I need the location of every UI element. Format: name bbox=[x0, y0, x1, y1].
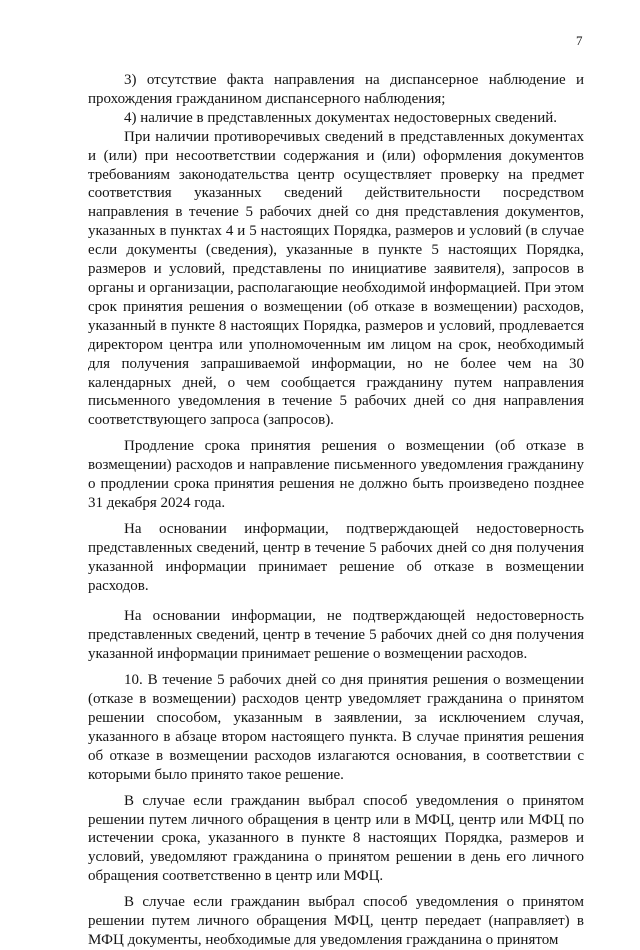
paragraph-refusal-basis: На основании информации, подтверждающей недостоверность представленных сведений, центр в течение 5 рабочих дней со дня получения указанной информации принимает решение об отказе в возмещении расходов. bbox=[88, 520, 584, 594]
page-number: 7 bbox=[576, 33, 583, 48]
paragraph-extension-deadline: Продление срока принятия решения о возмещении (об отказе в возмещении) расходов и направление письменного уведомления гражданину о продлении срока принятия решения не должно быть произведено позднее 31 декабря 2024 года. bbox=[88, 438, 584, 511]
paragraph-mfc-notice: В случае если гражданин выбрал способ уведомления о принятом решении путем личного обращения МФЦ, центр передает (направляет) в МФЦ документы, необходимые для уведомления гражданина о принятом bbox=[88, 894, 584, 948]
paragraph-verification: При наличии противоречивых сведений в представленных документах и (или) при несоответствии содержания и (или) оформления документов требованиям законодательства центр осуществляет проверку на предмет соответствия указанных сведений действительности посредством направления в течение 5 рабочих дней со дня представления документов, указанных в пунктах 4 и 5 настоящих Порядка, размеров и условий (в случае если документы (сведения), указанные в пункте 5 настоящих Порядка, размеров и условий, представлены по инициативе заявителя), запросов в органы и организации, располагающие необходимой информацией. При этом срок принятия решения о возмещении (об отказе в возмещении) расходов, указанный в пункте 8 настоящих Порядка, размеров и условий, продлевается директором центра или уполномоченным им лицом на срок, необходимый для получения запрашиваемой информации, но не более чем на 30 календарных дней, о чем сообщается гражданину путем направления письменного уведомления в течение 5 рабочих дней со дня направления соответствующего запроса (запросов). bbox=[88, 128, 584, 429]
paragraph-item-4: 4) наличие в представленных документах недостоверных сведений. bbox=[124, 109, 558, 126]
document-body bbox=[88, 71, 584, 950]
paragraph-approval-basis: На основании информации, не подтверждающей недостоверность представленных сведений, центр в течение 5 рабочих дней со дня получения указанной информации принимает решение о возмещении расходов. bbox=[88, 608, 584, 663]
paragraph-item-3: 3) отсутствие факта направления на диспансерное наблюдение и прохождения гражданином диспансерного наблюдения; bbox=[88, 72, 584, 107]
paragraph-section-10: 10. В течение 5 рабочих дней со дня принятия решения о возмещении (отказе в возмещении) расходов центр уведомляет гражданина о принятом решении способом, указанным в заявлении, за исключением случая, указанного в абзаце втором настоящего пункта. В случае принятия решения об отказе в возмещении расходов излагаются основания, в соответствии с которыми было принято такое решение. bbox=[88, 672, 584, 783]
paragraph-personal-notice: В случае если гражданин выбрал способ уведомления о принятом решении путем личного обращения в центр или в МФЦ, центр или МФЦ по истечении срока, указанного в пункте 8 настоящих Порядка, размеров и условий, уведомляют гражданина о принятом решении в день его личного обращения соответственно в центр или МФЦ. bbox=[88, 792, 584, 885]
